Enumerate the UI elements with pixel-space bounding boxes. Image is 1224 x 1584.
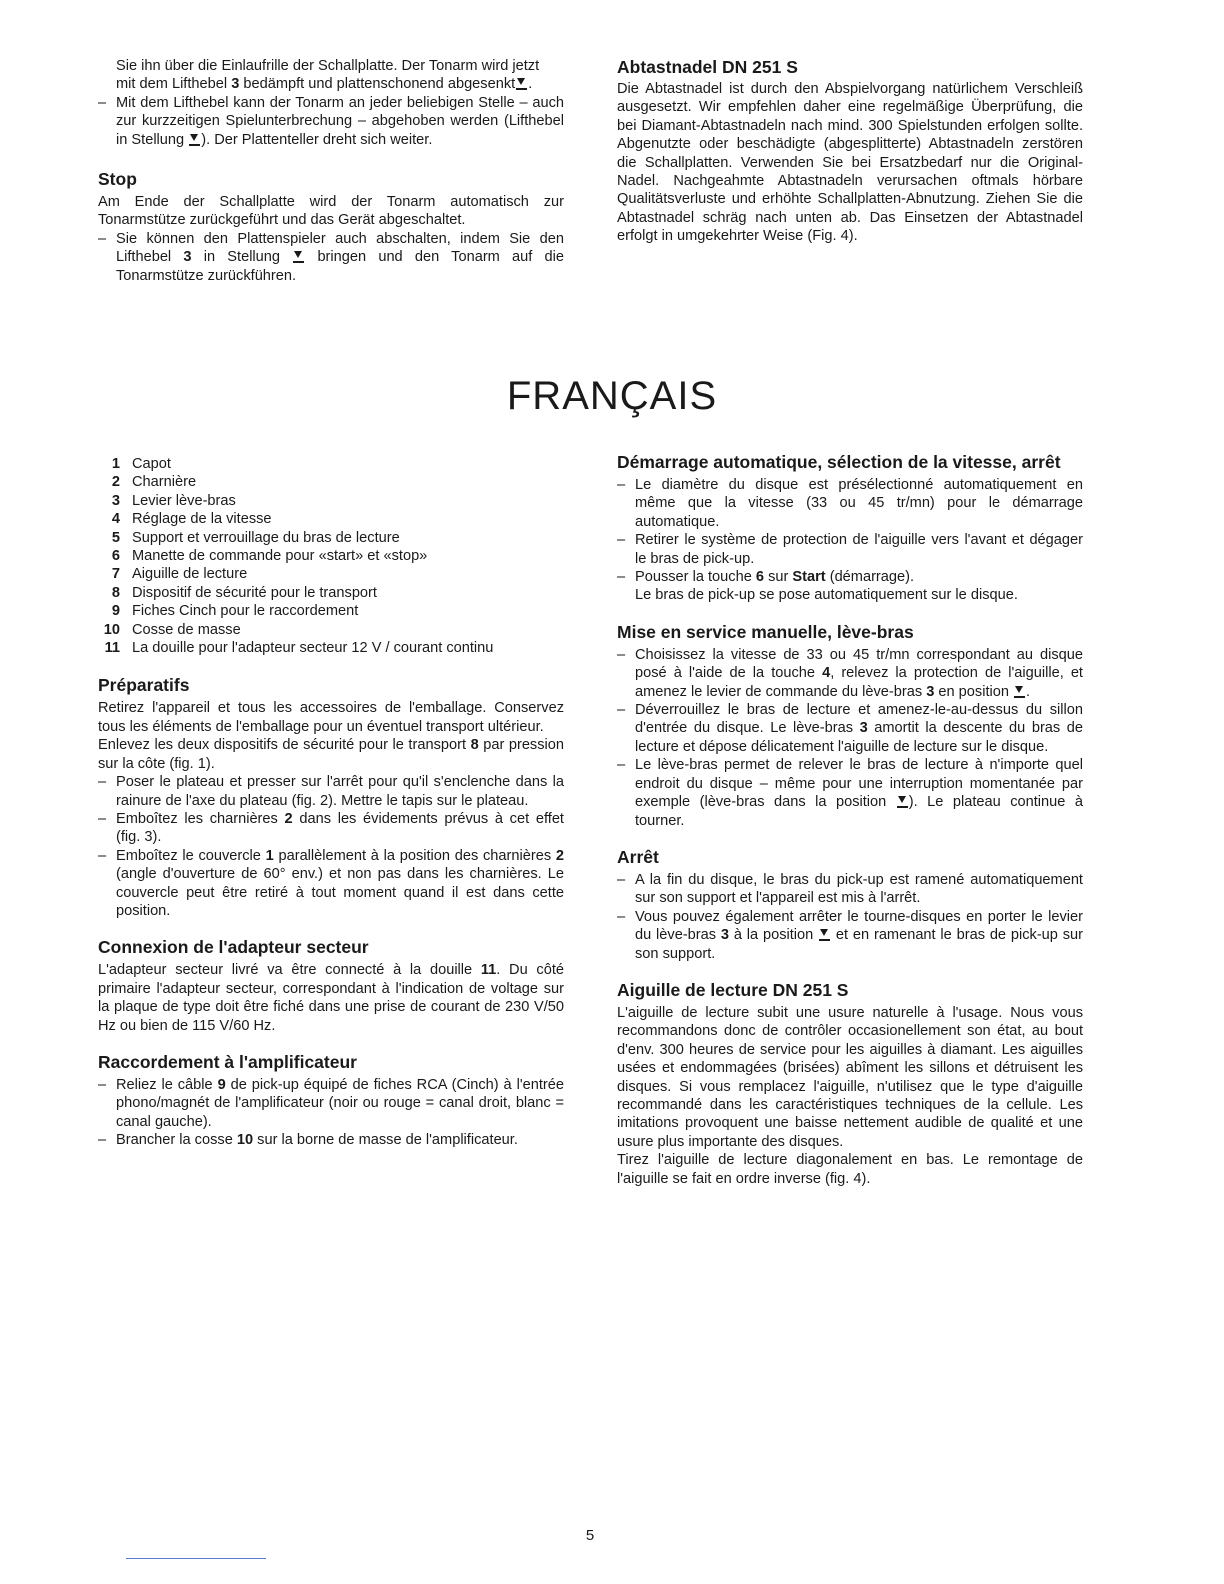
part-number: 2 <box>111 474 120 491</box>
part-label: Réglage de la vitesse <box>132 511 272 528</box>
part-label: Capot <box>132 456 171 472</box>
parts-list-item <box>98 621 564 639</box>
lift-down-icon <box>819 928 830 941</box>
parts-list-item <box>98 510 564 528</box>
section-heading-mise-en-service: Mise en service manuelle, lève-bras <box>617 621 914 642</box>
parts-list-item <box>98 584 564 602</box>
lift-down-icon <box>293 250 304 263</box>
footer-rule <box>126 1558 266 1559</box>
part-label: Manette de commande pour «start» et «stop» <box>132 548 428 565</box>
list-item: – Le diamètre du disque est présélectionné automatiquement en même que la vitesse (33 ou 45 tr/mn) pour le démarrage automatique. <box>617 477 1083 530</box>
paragraph: L'adapteur secteur livré va être connecté à la douille 11. Du côté primaire l'adapteur secteur, correspondant à l'indication de voltage sur la plaque de type doit être fiché dans une prise de courant de 230 V/50 Hz ou bien de 115 V/60 Hz. <box>98 962 564 1034</box>
part-number: 8 <box>111 584 120 601</box>
section-heading-demarrage: Démarrage automatique, sélection de la vitesse, arrêt <box>617 452 1061 472</box>
part-number: 10 <box>103 621 120 638</box>
part-number: 1 <box>111 456 120 472</box>
part-label: Dispositif de sécurité pour le transport <box>132 584 377 601</box>
parts-list-item <box>98 455 564 473</box>
part-label: Cosse de masse <box>132 621 241 638</box>
section-heading-adapteur: Connexion de l'adapteur secteur <box>98 937 369 958</box>
list-item: – A la fin du disque, le bras du pick-up est ramené automatiquement sur son support et l'appareil est mis à l'arrêt. <box>617 871 1083 907</box>
list-item: – Reliez le câble 9 de pick-up équipé de fiches RCA (Cinch) à l'entrée phono/magnét de l'amplificateur (noir ou rouge = canal droit, blanc = canal gauche). <box>98 1076 564 1130</box>
lift-down-icon <box>189 133 200 146</box>
section-heading-amplificateur: Raccordement à l'amplificateur <box>98 1051 357 1072</box>
parts-list-item <box>98 602 564 620</box>
parts-list-item <box>98 565 564 583</box>
lift-down-icon <box>1014 685 1025 698</box>
list-item: – Brancher la cosse 10 sur la borne de masse de l'amplificateur. <box>98 1132 518 1149</box>
section-heading-preparatifs: Préparatifs <box>98 675 190 696</box>
section-heading-abtastnadel: Abtastnadel DN 251 S <box>617 57 798 77</box>
de-continued-text: Sie ihn über die Einlaufrille der Schallplatte. Der Tonarm wird jetzt mit dem Lifthebel 3 bedämpft und plattenschonend abgesenkt . <box>116 58 540 93</box>
parts-list-item <box>98 473 564 491</box>
part-label: Charnière <box>132 474 197 491</box>
section-heading-stop: Stop <box>98 169 137 190</box>
part-number: 11 <box>104 640 120 657</box>
list-item: – Déverrouillez le bras de lecture et amenez-le-au-dessus du sillon d'entrée du disque. Le lève-bras 3 amortit la descente du bras de lecture et dépose délicatement l'aiguille de lecture sur le disque. <box>617 702 1083 755</box>
list-item: – Retirer le système de protection de l'aiguille vers l'avant et dégager le bras de pick-up. <box>617 532 1083 567</box>
part-number: 4 <box>111 511 120 528</box>
part-number: 6 <box>111 548 120 565</box>
list-item: – Le lève-bras permet de relever le bras de lecture à n'importe quel endroit du disque – même pour une interruption momentanée par exemple (lève-bras dans la position ). Le plateau continue à tourner. <box>617 757 1083 829</box>
paragraph: Retirez l'appareil et tous les accessoires de l'emballage. Conservez tous les éléments de l'emballage pour un éventuel transport ultérieur. <box>98 700 564 735</box>
paragraph: Die Abtastnadel ist durch den Abspielvorgang natürlichem Verschleiß ausgesetzt. Wir empfehlen daher eine regelmäßige Überprüfung, die bei Diamant-Abtastnadeln nach mind. 300 Spielstunden erfolgen sollte. Abgenutzte oder beschädigte (abgesplitterte) Abtastnadeln zerstören die Schallplatten. Verwenden Sie bei Ersatzbedarf nur die Original-Nadel. Nachgeahmte Abtastnadeln verursachen oftmals hörbare Qualitätsverluste und erhöhte Schallplatten-Abnutzung. Ziehen Sie die Abtastnadel schräg nach unten ab. Das Einsetzen der Abtastnadel erfolgt in umgekehrter Weise (Fig. 4). <box>617 81 1083 245</box>
de-right-column <box>617 57 1083 246</box>
paragraph: Tirez l'aiguille de lecture diagonalement en bas. Le remontage de l'aiguille se fait en ordre inverse (fig. 4). <box>617 1152 1083 1187</box>
fr-right-column <box>617 452 1083 1188</box>
page-number: 5 <box>585 1527 595 1544</box>
list-item: – Mit dem Lifthebel kann der Tonarm an jeder beliebigen Stelle – auch zur kurzzeitigen Spielunterbrechung – abgehoben werden (Lifthebel in Stellung ). Der Plattenteller dreht sich weiter. <box>98 94 564 148</box>
parts-list-item <box>98 529 564 547</box>
list-item: – Choisissez la vitesse de 33 ou 45 tr/mn correspondant au disque posé à l'aide de la touche 4, relevez la protection de l'aiguille, et amenez le levier de commande du lève-bras 3 en position . <box>617 646 1083 700</box>
part-number: 5 <box>111 529 120 546</box>
list-item: – Emboîtez le couvercle 1 parallèlement à la position des charnières 2 (angle d'ouverture de 60° env.) et non pas dans les charnières. Le couvercle peut être retiré à tout moment quand il est dans cette position. <box>98 847 564 919</box>
part-label: La douille pour l'adapteur secteur 12 V / courant continu <box>132 640 494 657</box>
parts-list <box>98 455 564 657</box>
part-number: 7 <box>111 566 120 583</box>
parts-list-item <box>98 492 564 510</box>
parts-list-item <box>98 547 564 565</box>
part-label: Levier lève-bras <box>132 492 236 509</box>
list-item: – Vous pouvez également arrêter le tourne-disques en porter le levier du lève-bras 3 à la position et en ramenant le bras de pick-up sur son support. <box>617 908 1084 962</box>
page-title: FRANÇAIS <box>506 374 718 418</box>
lift-down-icon <box>516 77 527 90</box>
list-item: – Emboîtez les charnières 2 dans les évidements prévus à cet effet (fig. 3). <box>98 810 564 846</box>
fr-left-column <box>98 455 564 1150</box>
section-heading-arret: Arrêt <box>617 846 659 867</box>
de-left-column <box>98 57 564 285</box>
section-heading-aiguille: Aiguille de lecture DN 251 S <box>617 979 849 1000</box>
paragraph: L'aiguille de lecture subit une usure naturelle à l'usage. Nous vous recommandons donc de contrôler occasionellement son état, au bout d'env. 300 heures de service pour les aiguilles à diamant. Les aiguilles usées et endommagées (brisées) abîment les sillons et détruisent les disques. Si vous remplacez l'aiguille, n'utilisez que le type d'aiguille recommandé dans les caractéristiques techniques de la cellule. Les imitations provoquent une baisse nettement audible de qualité et une usure plus importante des disques. <box>617 1004 1083 1150</box>
part-label: Support et verrouillage du bras de lecture <box>132 529 400 546</box>
part-number: 3 <box>111 492 120 509</box>
parts-list-item <box>98 639 564 657</box>
part-label: Fiches Cinch pour le raccordement <box>132 603 359 620</box>
part-label: Aiguille de lecture <box>132 566 248 583</box>
list-item: – Sie können den Plattenspieler auch abschalten, indem Sie den Lifthebel 3 in Stellung bringen und den Tonarm auf die Tonarmstütze zurückführen. <box>98 230 565 284</box>
paragraph: Am Ende der Schallplatte wird der Tonarm automatisch zur Tonarmstütze zurückgeführt und das Gerät abgeschaltet. <box>98 194 564 229</box>
lift-down-icon <box>897 795 908 808</box>
part-number: 9 <box>111 603 120 620</box>
list-item: – Pousser la touche 6 sur Start (démarrage). Le bras de pick-up se pose automatiquement sur le disque. <box>617 569 1018 604</box>
list-item: – Poser le plateau et presser sur l'arrêt pour qu'il s'enclenche dans la rainure de l'axe du plateau (fig. 2). Mettre le tapis sur le plateau. <box>98 774 564 809</box>
paragraph: Enlevez les deux dispositifs de sécurité pour le transport 8 par pression sur la côte (fig. 1). <box>98 737 564 772</box>
